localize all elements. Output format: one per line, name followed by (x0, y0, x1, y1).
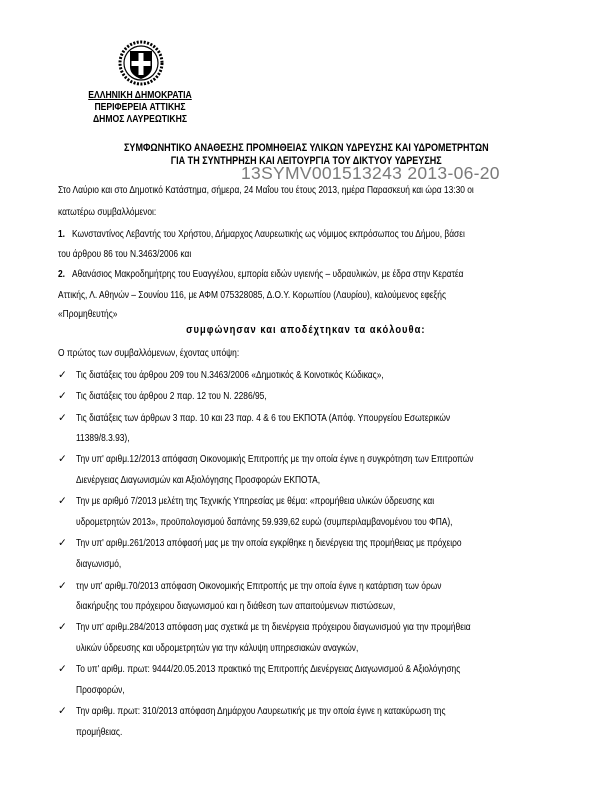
agreed-heading (0, 324, 612, 336)
party-2-line-1 (58, 268, 464, 281)
header-region: ΠΕΡΙΦΕΡΕΙΑ ΑΤΤΙΚΗΣ (94, 101, 186, 113)
title-text-1: ΣΥΜΦΩΝΗΤΙΚΟ ΑΝΑΘΕΣΗΣ ΠΡΟΜΗΘΕΙΑΣ ΥΛΙΚΩΝ ΥΔΡΕΥΣΗΣ ΚΑΙ ΥΔΡΟΜΕΤΡΗΤΩΝ (123, 142, 489, 154)
consideration-3-line-2: 11389/8.3.93), (76, 432, 130, 444)
checkmark-icon: ✓ (58, 705, 67, 717)
consideration-8-line-2: υλικών ύδρευσης και υδρομετρητών για την κάλυψη υπηρεσιακών αναγκών, (76, 642, 359, 654)
checkmark-icon: ✓ (58, 621, 67, 633)
party-1-line-2: του άρθρου 86 του Ν.3463/2006 και (58, 248, 192, 260)
header-municipality: ΔΗΜΟΣ ΛΑΥΡΕΩΤΙΚΗΣ (92, 113, 188, 125)
registration-stamp: 13SYMV001513243 2013-06-20 (241, 163, 500, 183)
party-2-text: Αθανάσιος Μακροδημήτρης του Ευαγγέλου, εμπορία ειδών υγιεινής – υδραυλικών, με έδρα στην Κερατέα (72, 268, 464, 280)
intro-line-1: Στο Λαύριο και στο Δημοτικό Κατάστημα, σήμερα, 24 Μαΐου του έτους 2013, ημέρα Παρασκευή και ώρα 13:30 οι (58, 184, 474, 196)
consideration-7-line-2: διακήρυξης του πρόχειρου διαγωνισμού και η διάθεση των απαιτούμενων πιστώσεων, (76, 600, 396, 612)
consideration-10-line-1: Την αριθμ. πρωτ: 310/2013 απόφαση Δημάρχου Λαυρεωτικής με την οποία έγινε η κατακύρωση της (76, 705, 446, 717)
consideration-2-line-1: Τις διατάξεις του άρθρου 2 παρ. 12 του Ν. 2286/95, (76, 390, 267, 402)
consideration-10-line-2: προμήθειας. (76, 726, 123, 738)
party-1-number: 1. (58, 228, 66, 240)
document-title-line-1 (40, 142, 572, 155)
checkmark-icon: ✓ (58, 453, 67, 465)
consideration-5-line-2: υδρομετρητών 2013», προϋπολογισμού δαπάνης 59.939,62 ευρώ (συμπεριλαμβανομένου του ΦΠΑ), (76, 516, 453, 528)
header-republic: ΕΛΛΗΝΙΚΗ ΔΗΜΟΚΡΑΤΙΑ (88, 89, 192, 101)
consideration-4-line-1: Την υπ' αριθμ.12/2013 απόφαση Οικονομικής Επιτροπής με την οποία έγινε η συγκρότηση των Επιτροπών (76, 453, 474, 465)
consideration-9-line-1: Το υπ' αριθμ. πρωτ: 9444/20.05.2013 πρακτικό της Επιτροπής Διενέργειας Διαγωνισμού & Αξιολόγησης (76, 663, 461, 675)
party-1-line-1 (58, 228, 465, 241)
checkmark-icon: ✓ (58, 369, 67, 381)
consideration-5-line-1: Την με αριθμό 7/2013 μελέτη της Τεχνικής Υπηρεσίας με θέμα: «προμήθεια υλικών ύδρευσης και (76, 495, 435, 507)
greek-coat-of-arms-icon (118, 40, 164, 86)
consideration-4-line-2: Διενέργειας Διαγωνισμών και Αξιολόγησης Προσφορών ΕΚΠΟΤΑ, (76, 474, 321, 486)
checkmark-icon: ✓ (58, 537, 67, 549)
consideration-8-line-1: Την υπ' αριθμ.284/2013 απόφαση μας σχετικά με τη διενέργεια πρόχειρου διαγωνισμού για την προμήθεια (76, 621, 471, 633)
intro-line-2: κατωτέρω συμβαλλόμενοι: (58, 206, 157, 218)
checkmark-icon: ✓ (58, 495, 67, 507)
consideration-1-line-1: Τις διατάξεις του άρθρου 209 του Ν.3463/2006 «Δημοτικός & Κοινοτικός Κώδικας», (76, 369, 384, 381)
checkmark-icon: ✓ (58, 390, 67, 402)
consideration-7-line-1: την υπ' αριθμ.70/2013 απόφαση Οικονομικής Επιτροπής με την οποία έγινε η κατάρτιση των όρων (76, 580, 442, 592)
checkmark-icon: ✓ (58, 663, 67, 675)
first-party-intro: Ο πρώτος των συμβαλλόμενων, έχοντας υπόψη: (58, 347, 240, 359)
party-1-text: Κωνσταντίνος Λεβαντής του Χρήστου, Δήμαρχος Λαυρεωτικής ως νόμιμος εκπρόσωπος του Δήμου, βάσει (72, 228, 465, 240)
consideration-6-line-2: διαγωνισμό, (76, 558, 122, 570)
consideration-6-line-1: Την υπ' αριθμ.261/2013 απόφασή μας με την οποία εγκρίθηκε η διενέργεια της προμήθειας με πρόχειρο (76, 537, 462, 549)
agreed-heading-text: συμφώνησαν και αποδέχτηκαν τα ακόλουθα: (186, 324, 426, 336)
party-2-line-2: Αττικής, Λ. Αθηνών – Σουνίου 116, με ΑΦΜ 075328085, Δ.Ο.Υ. Κορωπίου (Λαυρίου), καλούμενος εφεξής (58, 289, 447, 301)
party-2-number: 2. (58, 268, 66, 280)
checkmark-icon: ✓ (58, 580, 67, 592)
consideration-3-line-1: Τις διατάξεις των άρθρων 3 παρ. 10 και 23 παρ. 4 & 6 του ΕΚΠΟΤΑ (Απόφ. Υπουργείου Εσωτερικών (76, 412, 451, 424)
checkmark-icon: ✓ (58, 412, 67, 424)
consideration-9-line-2: Προσφορών, (76, 684, 125, 696)
party-2-line-3: «Προμηθευτής» (58, 308, 118, 320)
title-text-2: ΓΙΑ ΤΗ ΣΥΝΤΗΡΗΣΗ ΚΑΙ ΛΕΙΤΟΥΡΓΙΑ ΤΟΥ ΔΙΚΤΥΟΥ ΥΔΡΕΥΣΗΣ (170, 155, 442, 167)
